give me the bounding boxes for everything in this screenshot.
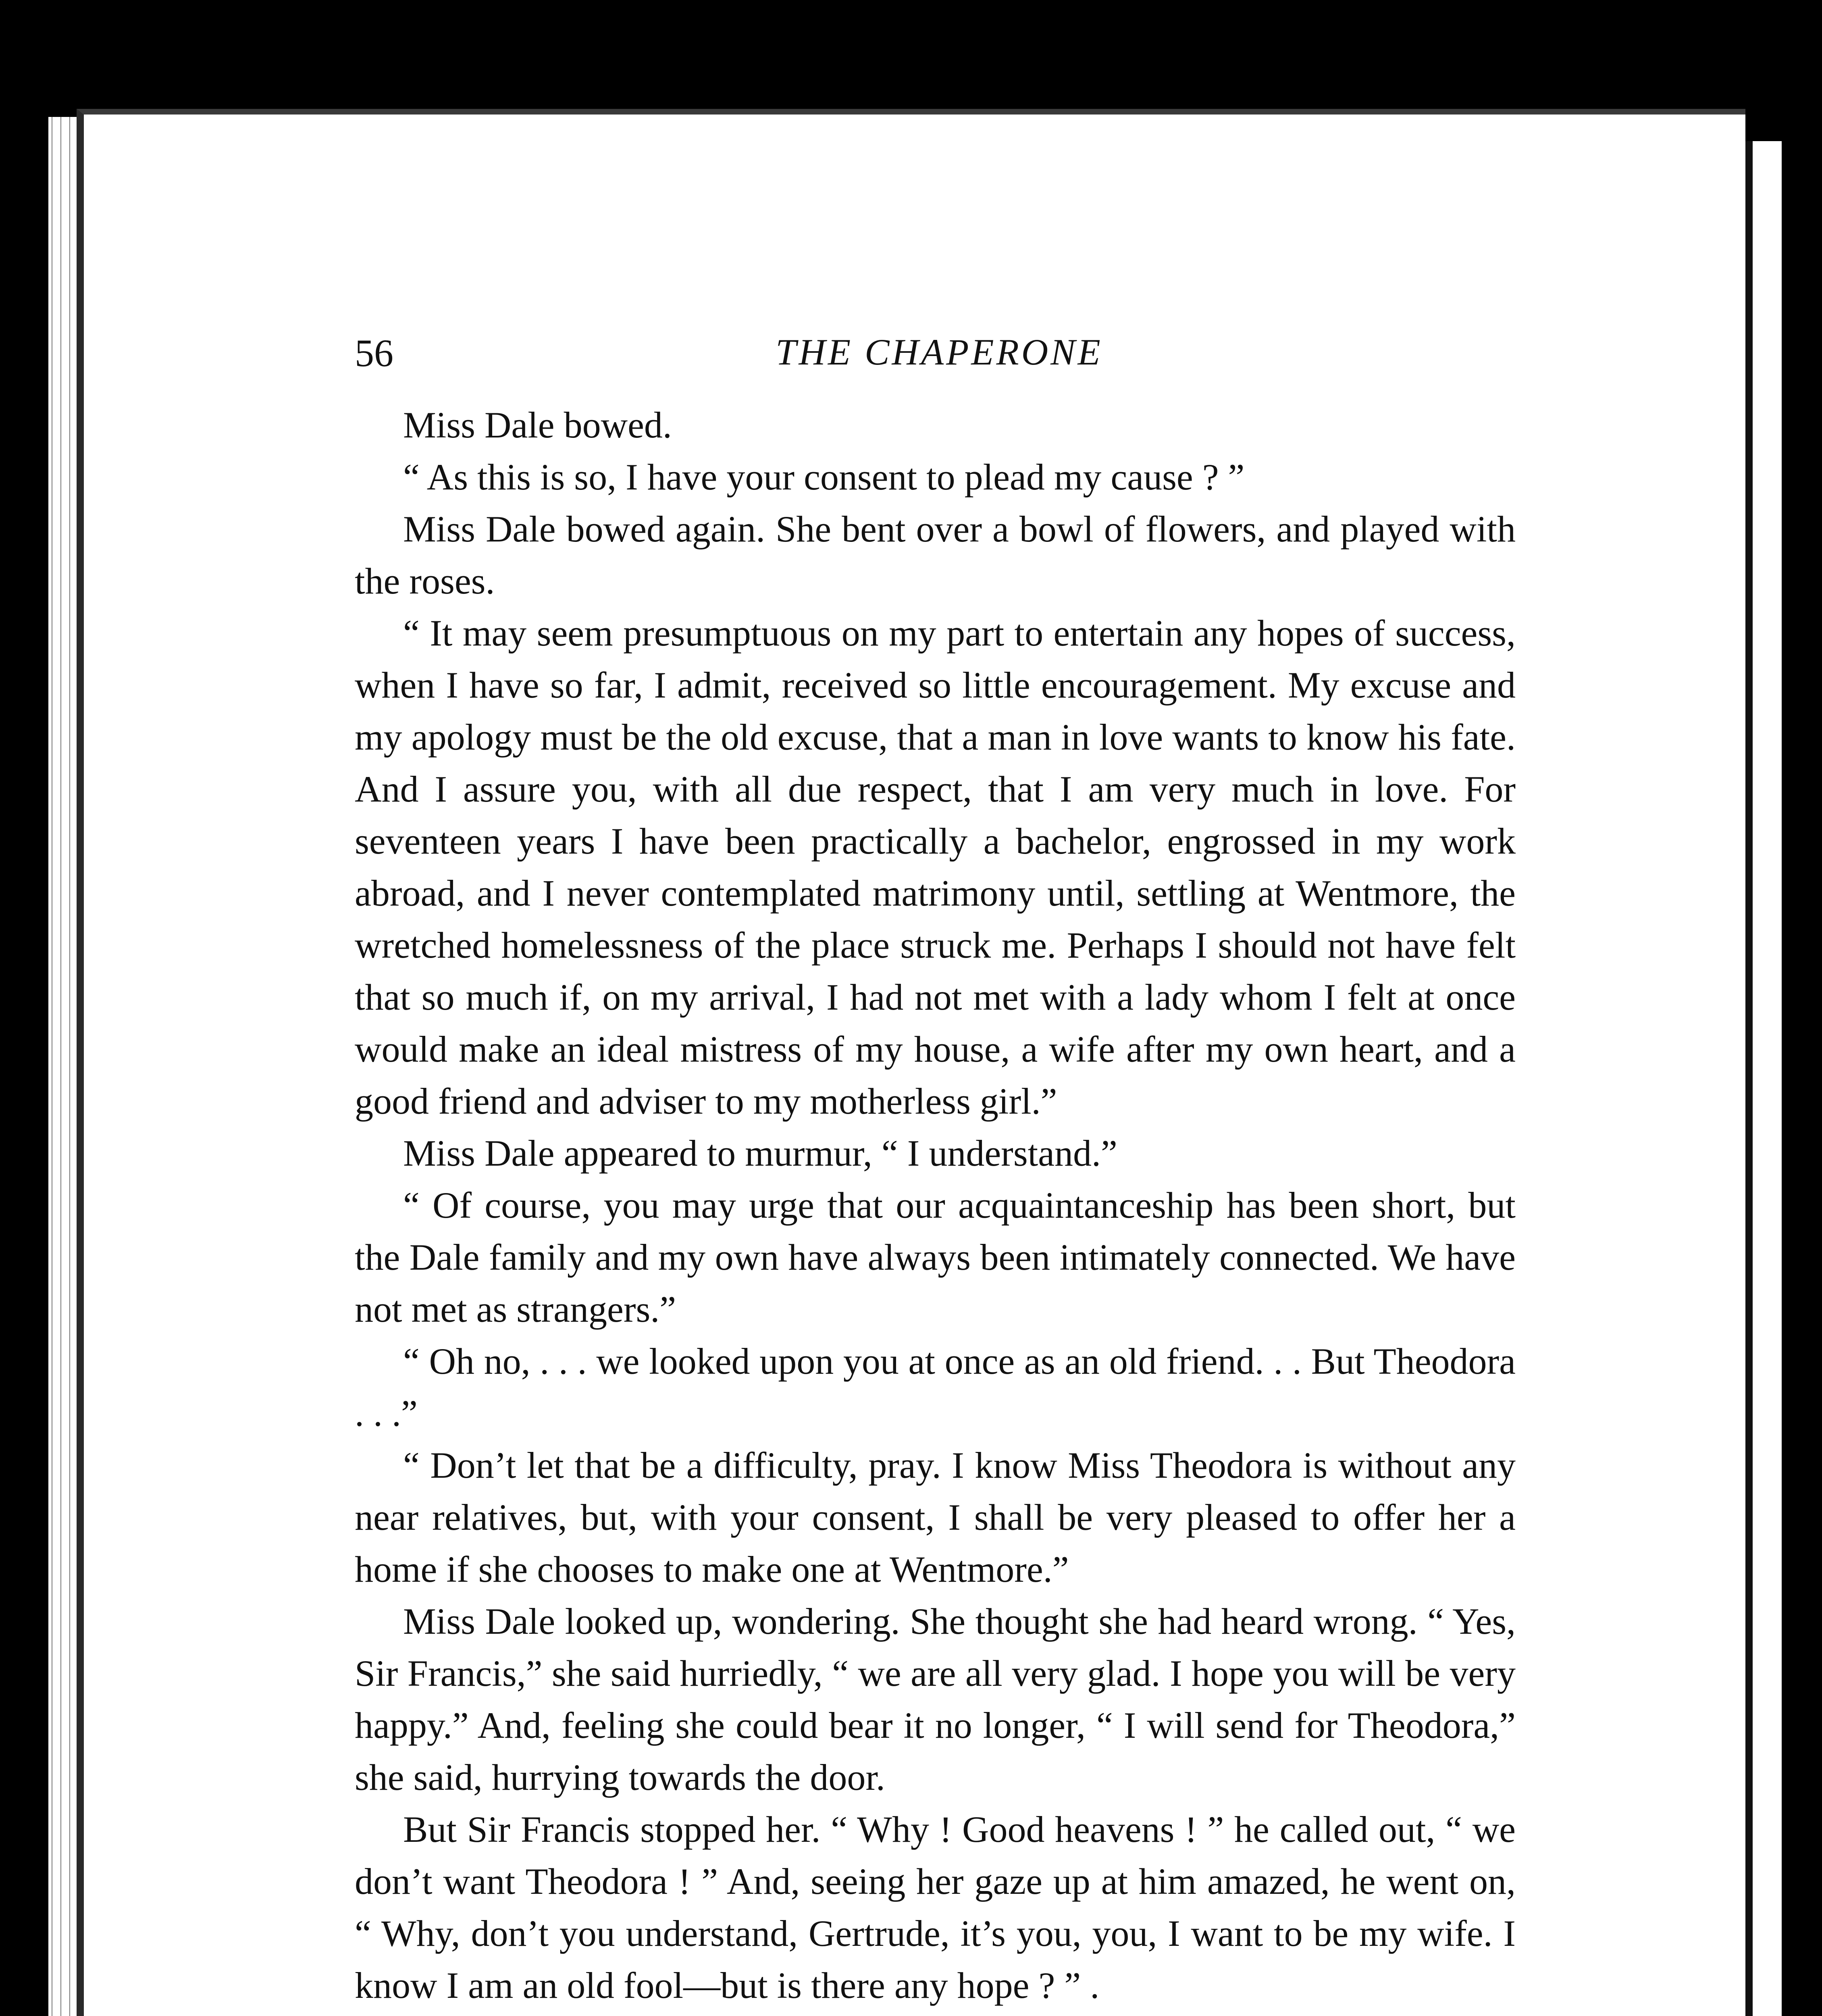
paragraph: “ Don’t let that be a difficulty, pray. I know Miss Theodora is without any near relatives, but, with your consent, I shall be very pleased to offer her a home if she chooses to make one at Wentmore.” (355, 1445, 1516, 1590)
paragraph: “ Oh no, . . . we looked upon you at once as an old friend. . . But Theodora . . .” (355, 1341, 1516, 1434)
paragraph: “ Of course, you may urge that our acquaintanceship has been short, but the Dale family and my own have always been intimately connected. We have not met as strangers.” (355, 1185, 1516, 1330)
paragraph: Miss Dale bowed. (403, 404, 672, 446)
paragraph: Miss Dale bowed again. She bent over a bowl of flowers, and played with the roses. (355, 508, 1516, 602)
paragraph: “ It may seem presumptuous on my part to entertain any hopes of success, when I have so far, I admit, received so little encouragement. My excuse and my apology must be the old excuse, that a man in love wants to know his fate. And I assure you, with all due respect, that I am very much in love. For seventeen years I have been practically a bachelor, engrossed in my work abroad, and I never contemplated matrimony until, settling at Wentmore, the wretched homelessness of the place struck me. Perhaps I should not have felt that so much if, on my arrival, I had not met with a lady whom I felt at once would make an ideal mistress of my house, a wife after my own heart, and a good friend and adviser to my motherless girl.” (355, 612, 1516, 1122)
page-number: 56 (355, 331, 393, 375)
body-text (355, 399, 1516, 2016)
page-gutter-shadow (1745, 141, 1753, 2016)
paragraph: “ As this is so, I have your consent to plead my cause ? ” (403, 456, 1245, 498)
paragraph (355, 2012, 1516, 2016)
paragraph: But Sir Francis stopped her. “ Why ! Good heavens ! ” he called out, “ we don’t want Theodora ! ” And, seeing her gaze up at him amazed, he went on, “ Why, don’t you understand, Gertrude, it’s you, you, I want to be my wife. I know I am an old fool—but is there any hope ? ” . (355, 1809, 1516, 2006)
page-header (355, 331, 1524, 387)
paragraph: Miss Dale appeared to murmur, “ I understand.” (403, 1133, 1117, 1174)
running-title: THE CHAPERONE (776, 331, 1103, 373)
paragraph: Miss Dale looked up, wondering. She thought she had heard wrong. “ Yes, Sir Francis,” she said hurriedly, “ we are all very glad. I hope you will be very happy.” And, feeling she could bear it no longer, “ I will send for Theodora,” she said, hurrying towards the door. (355, 1601, 1516, 1798)
